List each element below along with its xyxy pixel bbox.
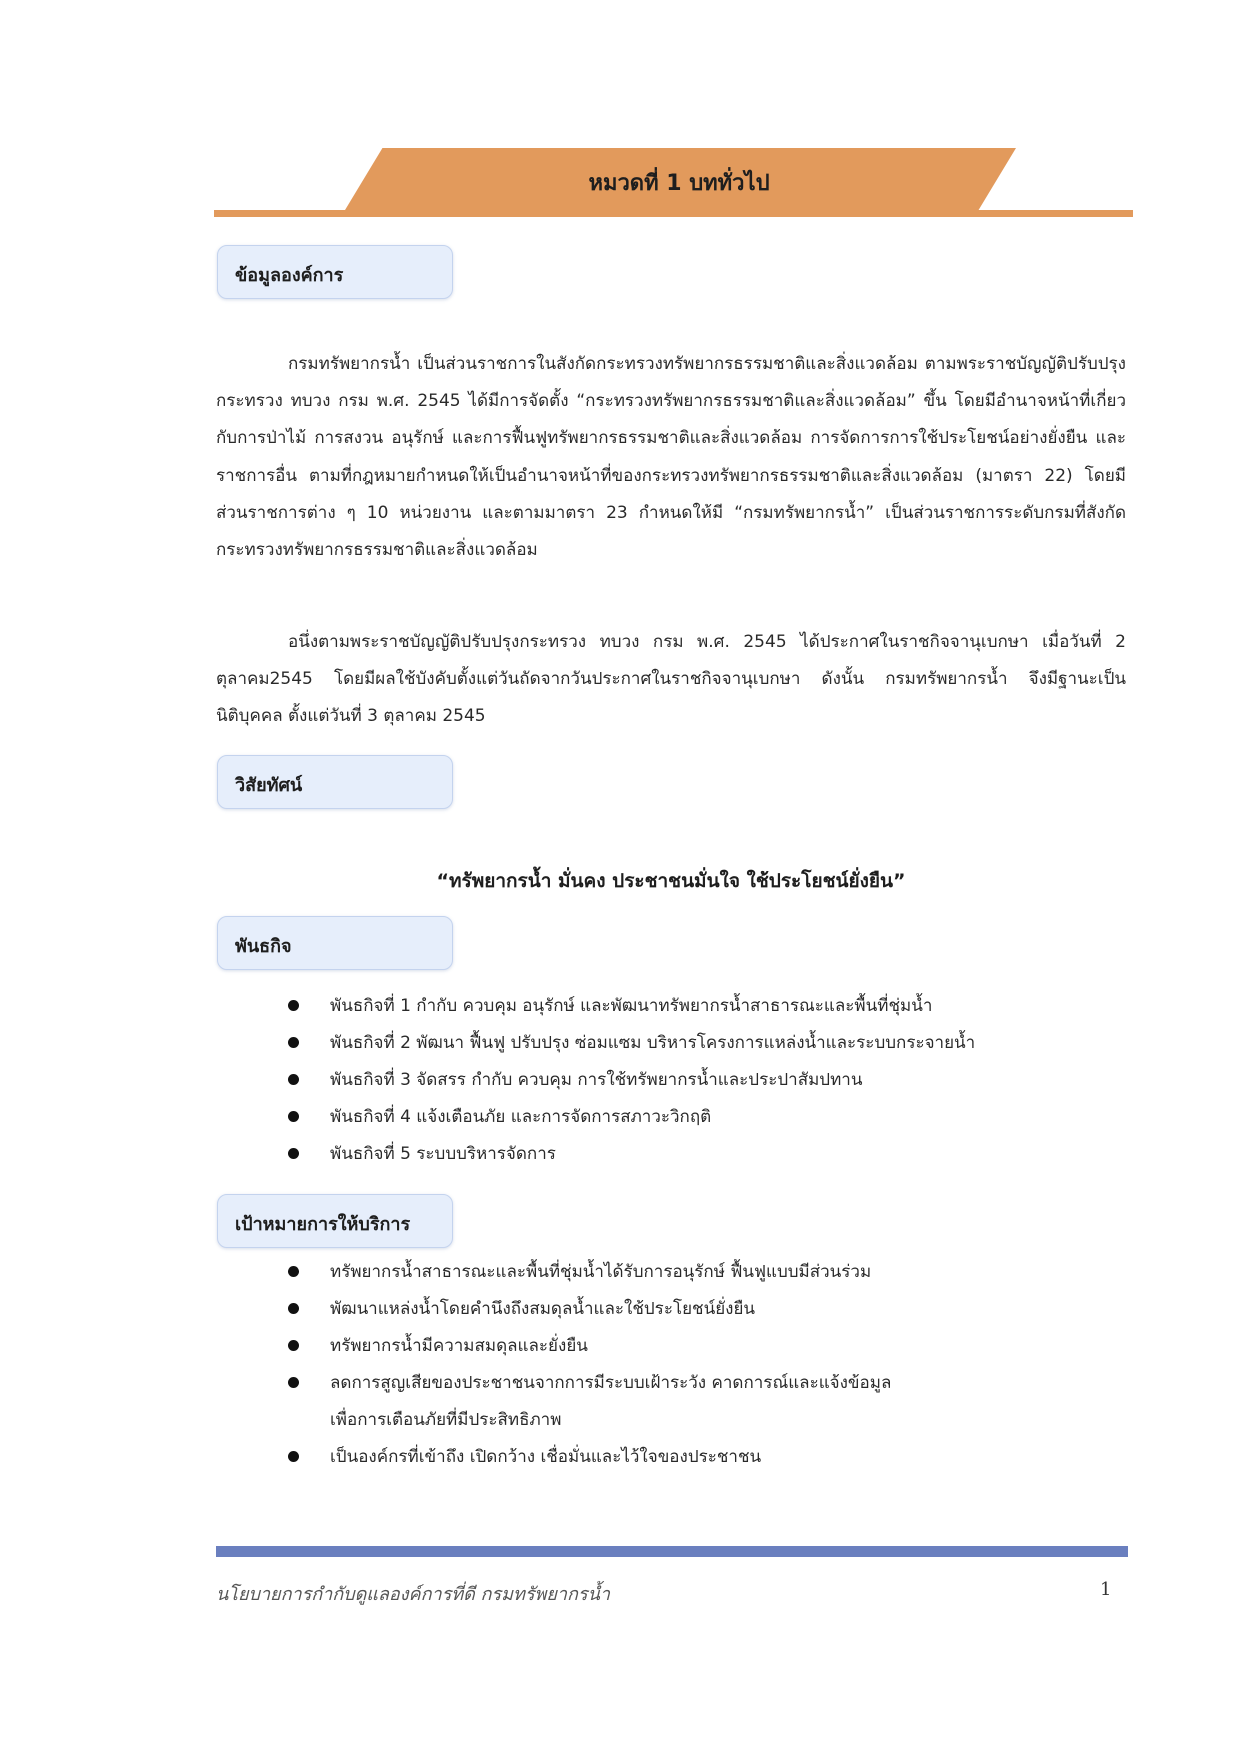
vision-statement: “ทรัพยากรน้ำ มั่นคง ประชาชนมั่นใจ ใช้ประโยชน์ยั่งยืน” [436, 870, 906, 892]
list-item-text: พันธกิจที่ 3 จัดสรร กำกับ ควบคุม การใช้ทรัพยากรน้ำและประปาสัมปทาน [330, 1070, 863, 1090]
bullet-icon [288, 1111, 299, 1122]
list-item-text: ทรัพยากรน้ำมีความสมดุลและยั่งยืน [330, 1336, 588, 1356]
list-item-text: เป็นองค์กรที่เข้าถึง เปิดกว้าง เชื่อมั่นและไว้ใจของประชาชน [330, 1447, 762, 1467]
list-item-text: พันธกิจที่ 4 แจ้งเตือนภัย และการจัดการสภาวะวิกฤติ [330, 1107, 712, 1127]
bullet-icon [288, 1074, 299, 1085]
bullet-icon [288, 1000, 299, 1011]
bullet-icon [288, 1266, 299, 1277]
footer-title: นโยบายการกำกับดูแลองค์การที่ดี กรมทรัพยากรน้ำ [216, 1584, 610, 1605]
bullet-icon [288, 1377, 299, 1388]
org-info-paragraph-2 [216, 624, 1126, 736]
chapter-banner-underline [214, 210, 1133, 217]
section-heading-org-info [217, 245, 453, 299]
section-heading-label: วิสัยทัศน์ [235, 775, 303, 796]
section-heading-label: ข้อมูลองค์การ [235, 265, 344, 286]
list-item-text: พันธกิจที่ 5 ระบบบริหารจัดการ [330, 1144, 556, 1164]
section-heading-label: เป้าหมายการให้บริการ [235, 1214, 411, 1235]
list-item-text: พันธกิจที่ 1 กำกับ ควบคุม อนุรักษ์ และพัฒนาทรัพยากรน้ำสาธารณะและพื้นที่ชุ่มน้ำ [330, 996, 933, 1016]
section-heading-mission [217, 916, 453, 970]
bullet-icon [288, 1340, 299, 1351]
org-info-paragraph-1 [216, 346, 1126, 569]
bullet-icon [288, 1451, 299, 1462]
org-info-paragraph-1-text: กรมทรัพยากรน้ำ เป็นส่วนราชการในสังกัดกระทรวงทรัพยากรธรรมชาติและสิ่งแวดล้อม ตามพระราชบัญญัติปรับปรุงกระทรวง ทบวง กรม พ.ศ. 2545 ได้มีการจัดตั้ง “กระทรวงทรัพยากรธรรมชาติและสิ่งแวดล้อม” ขึ้น โดยมีอำนาจหน้าที่เกี่ยวกับการป่าไม้ การสงวน อนุรักษ์ และการฟื้นฟูทรัพยากรธรรมชาติและสิ่งแวดล้อม การจัดการการใช้ประโยชน์อย่างยั่งยืน และราชการอื่น ตามที่กฎหมายกำหนดให้เป็นอำนาจหน้าที่ของกระทรวงทรัพยากรธรรมชาติและสิ่งแวดล้อม (มาตรา 22) โดยมีส่วนราชการต่าง ๆ 10 หน่วยงาน และตามมาตรา 23 กำหนดให้มี “กรมทรัพยากรน้ำ” เป็นส่วนราชการระดับกรมที่สังกัดกระทรวงทรัพยากรธรรมชาติและสิ่งแวดล้อม [216, 354, 1126, 561]
list-item-text: พัฒนาแหล่งน้ำโดยคำนึงถึงสมดุลน้ำและใช้ประโยชน์ยั่งยืน [330, 1299, 756, 1319]
bullet-icon [288, 1148, 299, 1159]
bullet-icon [288, 1037, 299, 1048]
chapter-title: หมวดที่ 1 บททั่วไป [588, 171, 770, 196]
section-heading-vision [217, 755, 453, 809]
list-item-text: พันธกิจที่ 2 พัฒนา ฟื้นฟู ปรับปรุง ซ่อมแซม บริหารโครงการแหล่งน้ำและระบบกระจายน้ำ [330, 1033, 976, 1053]
org-info-paragraph-2-text: อนึ่งตามพระราชบัญญัติปรับปรุงกระทรวง ทบวง กรม พ.ศ. 2545 ได้ประกาศในราชกิจจานุเบกษา เมื่อวันที่ 2 ตุลาคม2545 โดยมีผลใช้บังคับตั้งแต่วันถัดจากวันประกาศในราชกิจจานุเบกษา ดังนั้น กรมทรัพยากรน้ำ จึงมีฐานะเป็นนิติบุคคล ตั้งแต่วันที่ 3 ตุลาคม 2545 [216, 632, 1126, 727]
footer-divider [216, 1546, 1128, 1557]
section-heading-service-goals [217, 1194, 453, 1248]
section-heading-label: พันธกิจ [235, 936, 292, 957]
list-item-text: ลดการสูญเสียของประชาชนจากการมีระบบเฝ้าระวัง คาดการณ์และแจ้งข้อมูลเพื่อการเตือนภัยที่มีประสิทธิภาพ [330, 1373, 892, 1430]
page-number: 1 [1100, 1579, 1112, 1600]
list-item-text: ทรัพยากรน้ำสาธารณะและพื้นที่ชุ่มน้ำได้รับการอนุรักษ์ ฟื้นฟูแบบมีส่วนร่วม [330, 1262, 872, 1282]
bullet-icon [288, 1303, 299, 1314]
